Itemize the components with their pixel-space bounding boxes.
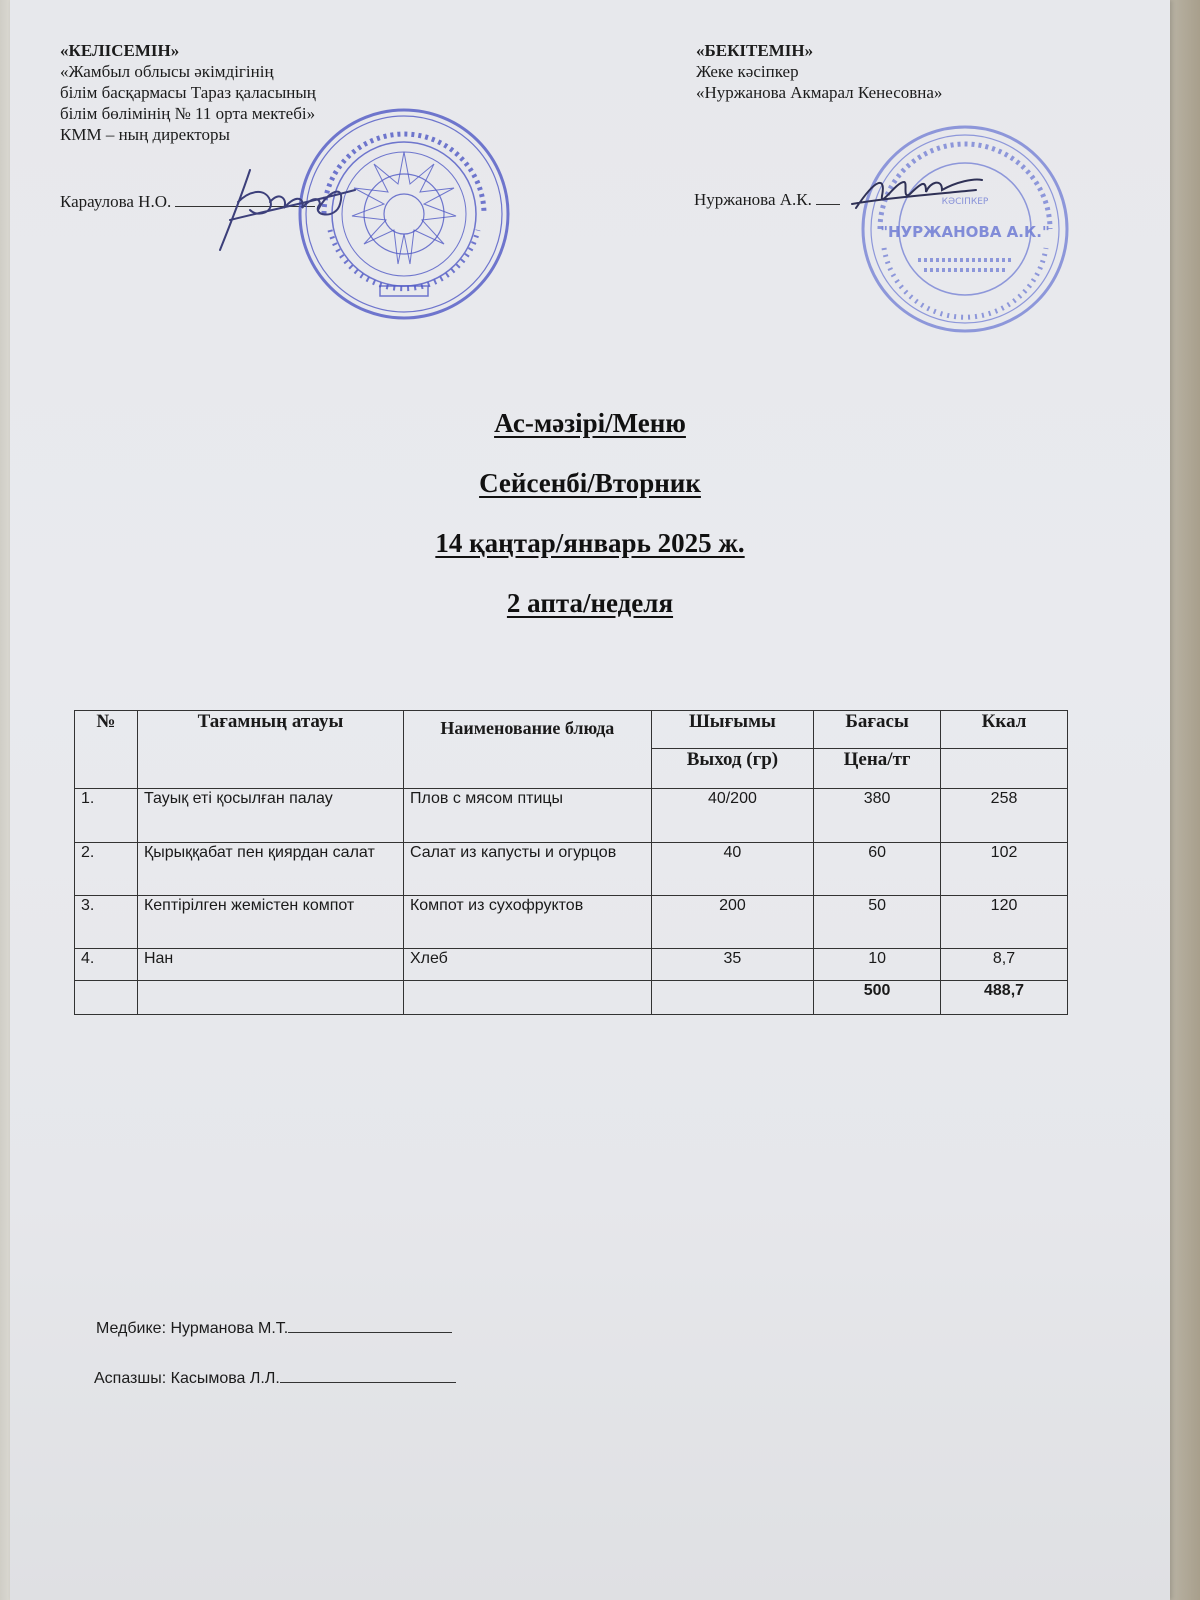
nurse-name: Медбике: Нурманова М.Т. (96, 1320, 289, 1337)
table-row (75, 949, 1068, 981)
handwritten-signature (846, 168, 986, 218)
totals-empty-cell (137, 981, 403, 1015)
nurse-signature-row (96, 1318, 452, 1338)
dish-name-kz: Кептірілген жемістен компот (137, 896, 403, 949)
dish-name-ru: Салат из капусты и огурцов (403, 843, 651, 896)
table-totals-row (75, 981, 1068, 1015)
signature-line (280, 1368, 456, 1383)
weekday-title: Сейсенбі/Вторник (479, 468, 701, 498)
total-kcal: 488,7 (941, 981, 1068, 1015)
dish-price: 10 (814, 949, 941, 981)
document-page (10, 0, 1170, 1600)
dish-yield: 40 (651, 843, 813, 896)
agreed-line-2: білім басқармасы Тараз қаласының (60, 83, 316, 102)
menu-titles (10, 408, 1170, 648)
table-header-row (75, 711, 1068, 749)
header-number: № (75, 711, 138, 789)
date-title: 14 қаңтар/январь 2025 ж. (435, 528, 745, 558)
agreed-line-4: КММ – ның директоры (60, 125, 230, 144)
agreed-block (60, 40, 316, 145)
dish-price: 50 (814, 896, 941, 949)
signature-line (816, 190, 840, 205)
agreed-line-1: «Жамбыл облысы әкімдігінің (60, 62, 274, 81)
header-dish-name-kz: Тағамның атауы (137, 711, 403, 789)
approved-block (696, 40, 942, 103)
table-row (75, 789, 1068, 843)
dish-price: 60 (814, 843, 941, 896)
stamp-sub-text: КӘСІПКЕР (941, 197, 989, 207)
totals-empty-cell (75, 981, 138, 1015)
stamp-center-text: "НУРЖАНОВА А.К." (880, 223, 1050, 241)
approved-signer-name: Нуржанова А.К. (694, 190, 812, 209)
total-price: 500 (814, 981, 941, 1015)
header-yield-ru: Выход (гр) (651, 749, 813, 789)
approved-line-2: «Нуржанова Акмарал Кенесовна» (696, 83, 943, 102)
header-yield-kz: Шығымы (651, 711, 813, 749)
approved-line-1: Жеке кәсіпкер (696, 62, 799, 81)
dish-kcal: 102 (941, 843, 1068, 896)
dish-name-ru: Компот из сухофруктов (403, 896, 651, 949)
entrepreneur-round-stamp (858, 122, 1072, 336)
header-kcal: Ккал (941, 711, 1068, 749)
menu-title: Ас-мәзірі/Меню (494, 408, 686, 438)
dish-kcal: 120 (941, 896, 1068, 949)
dish-name-kz: Нан (137, 949, 403, 981)
header-price-ru: Цена/тг (814, 749, 941, 789)
signature-line (288, 1318, 452, 1333)
agreed-line-3: білім бөлімінің № 11 орта мектебі» (60, 104, 316, 123)
dish-yield: 35 (651, 949, 813, 981)
handwritten-signature (210, 160, 360, 255)
dish-yield: 40/200 (651, 789, 813, 843)
dish-kcal: 8,7 (941, 949, 1068, 981)
dish-name-ru: Плов с мясом птицы (403, 789, 651, 843)
totals-empty-cell (651, 981, 813, 1015)
cook-signature-row (94, 1368, 456, 1388)
table-row (75, 896, 1068, 949)
approved-title: «БЕКІТЕМІН» (696, 41, 814, 60)
header-kcal-empty (941, 749, 1068, 789)
dish-kcal: 258 (941, 789, 1068, 843)
menu-table (74, 710, 1068, 1015)
row-number: 1. (75, 789, 138, 843)
agreed-signer-name: Караулова Н.О. (60, 192, 172, 211)
dish-name-kz: Тауық еті қосылған палау (137, 789, 403, 843)
row-number: 4. (75, 949, 138, 981)
header-price-kz: Бағасы (814, 711, 941, 749)
dish-name-ru: Хлеб (403, 949, 651, 981)
cook-name: Аспазшы: Касымова Л.Л. (94, 1370, 280, 1387)
dish-price: 380 (814, 789, 941, 843)
header-dish-name-ru: Наименование блюда (403, 711, 651, 789)
table-row (75, 843, 1068, 896)
totals-empty-cell (403, 981, 651, 1015)
week-title: 2 апта/неделя (506, 588, 674, 618)
dish-yield: 200 (651, 896, 813, 949)
agreed-title: «КЕЛІСЕМІН» (60, 41, 180, 60)
row-number: 2. (75, 843, 138, 896)
approved-signer-row (694, 190, 840, 210)
row-number: 3. (75, 896, 138, 949)
dish-name-kz: Қырыққабат пен қиярдан салат (137, 843, 403, 896)
